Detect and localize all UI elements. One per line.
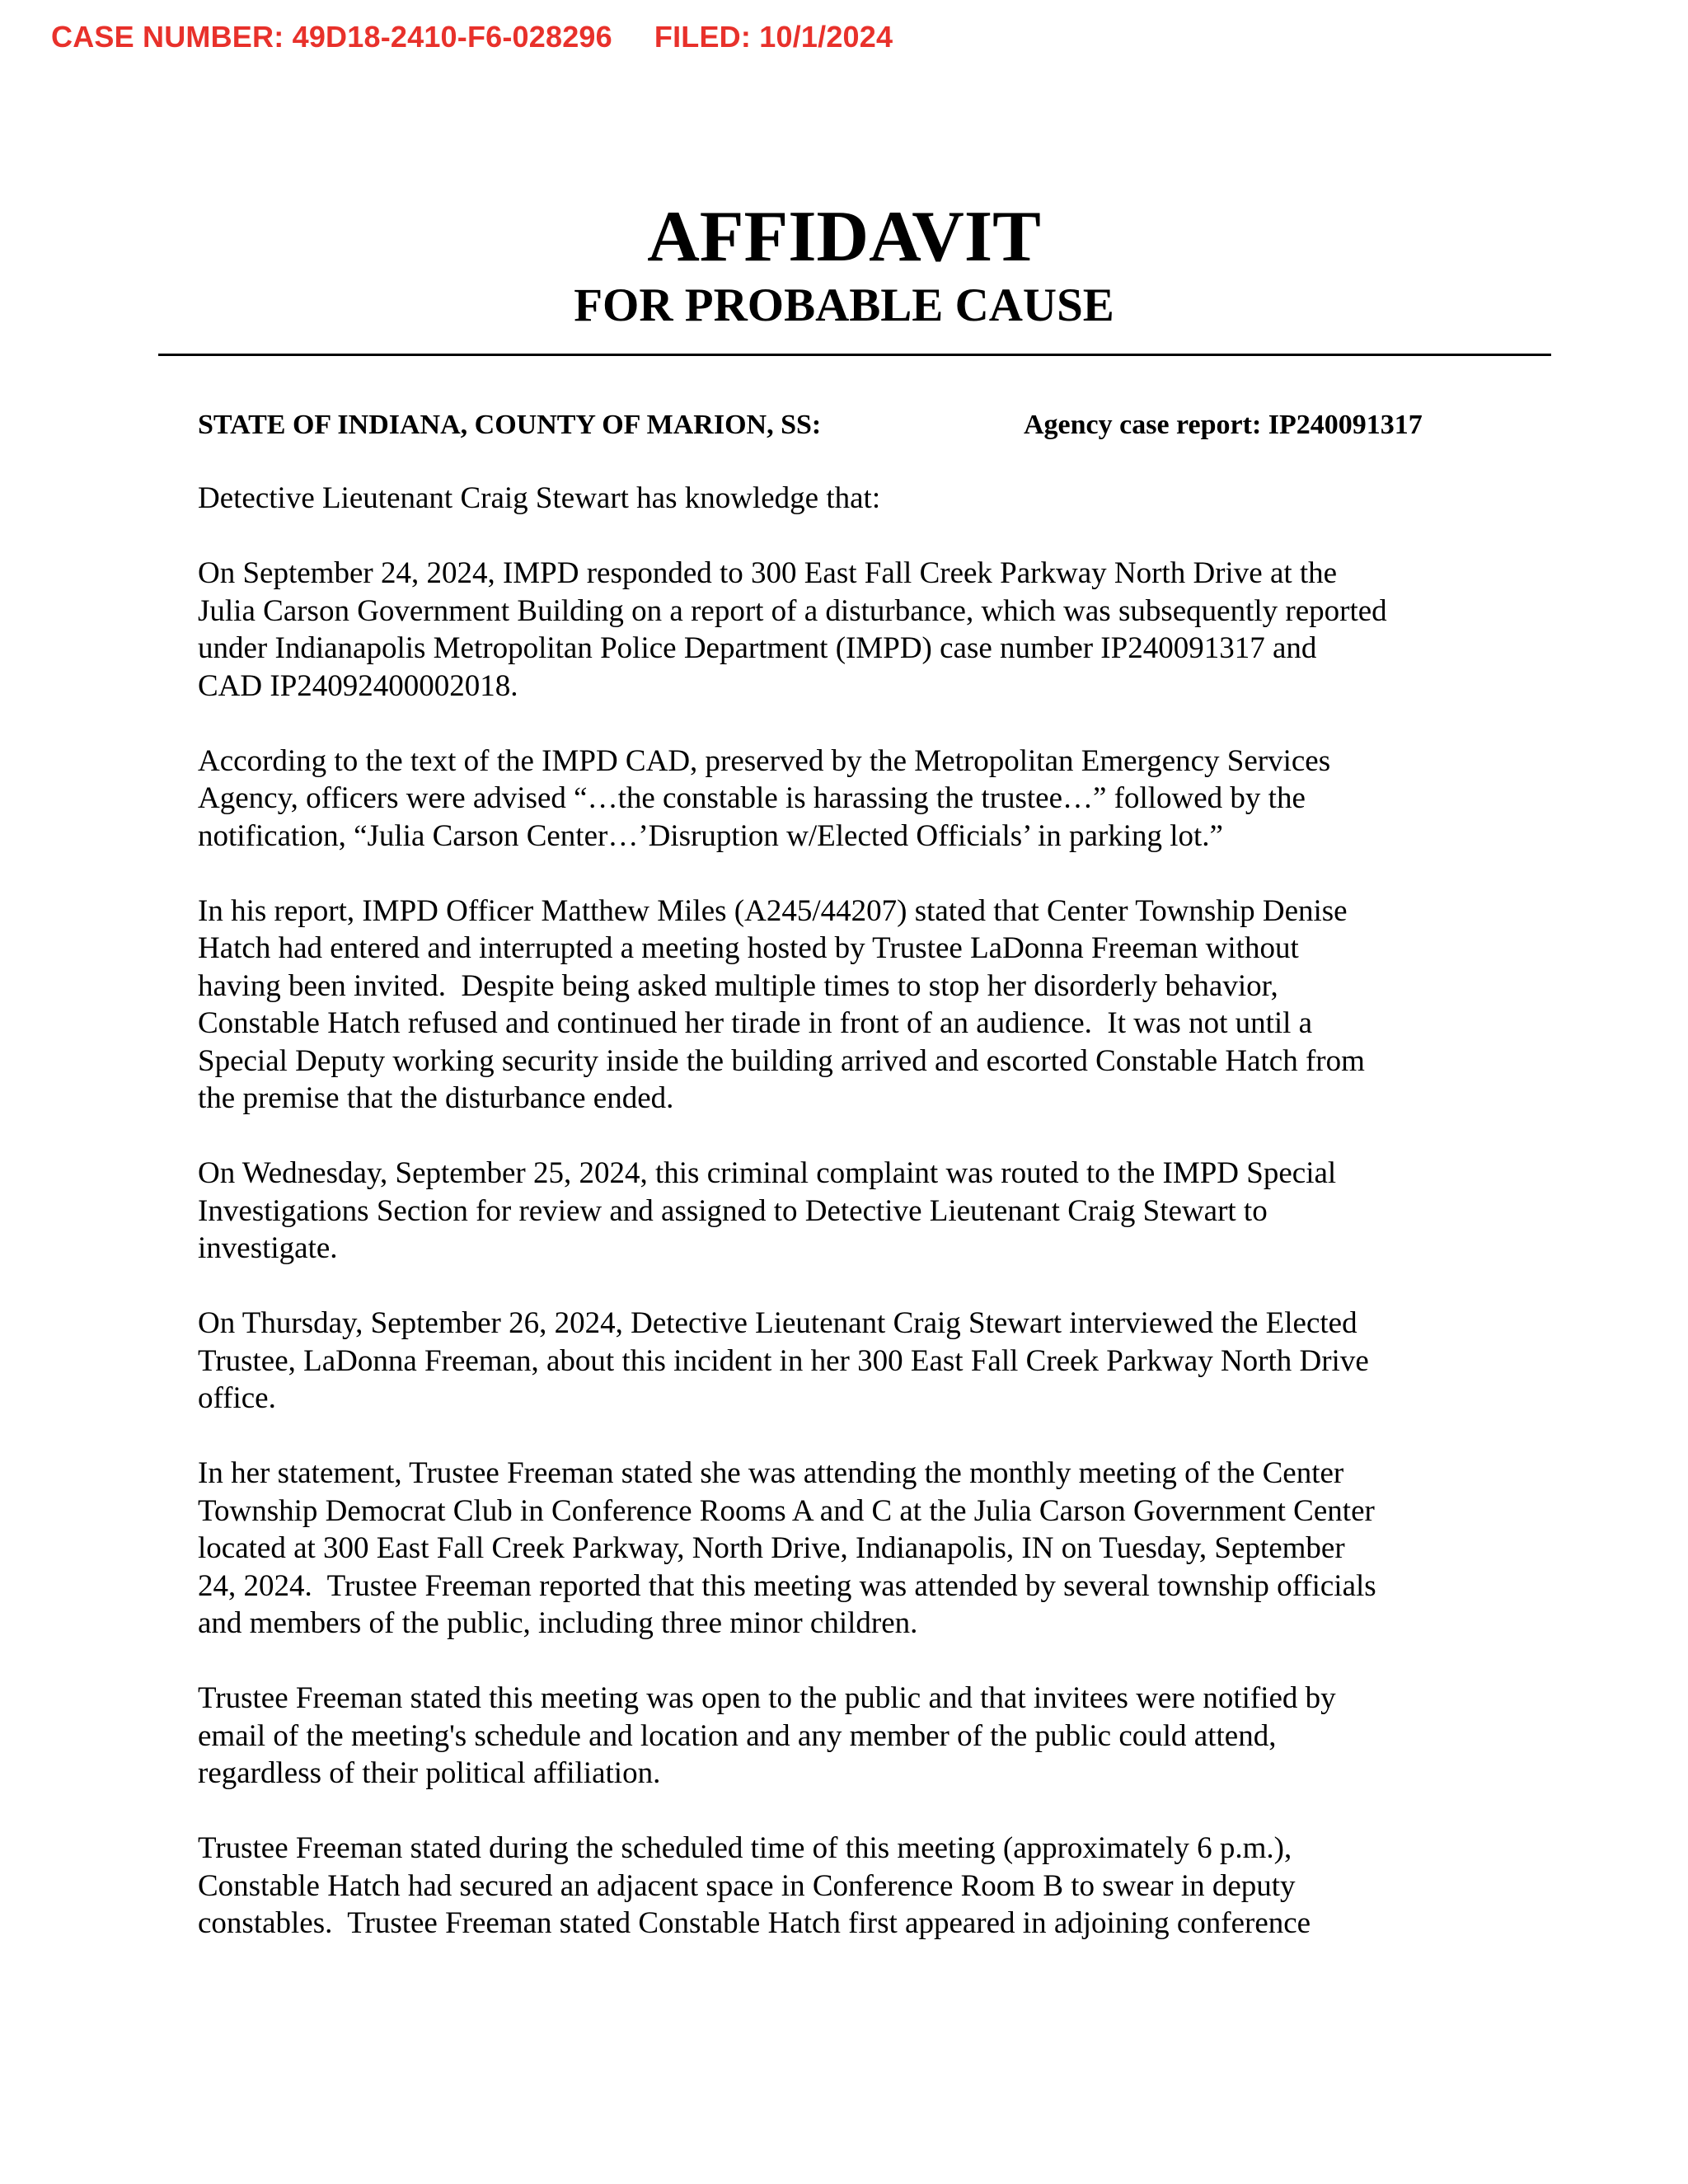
title-affidavit: AFFIDAVIT bbox=[647, 197, 1041, 277]
body-paragraph bbox=[198, 1830, 1517, 1943]
body-paragraph bbox=[198, 1305, 1517, 1418]
paragraph-line: investigate. bbox=[198, 1231, 338, 1265]
title-probable-cause: FOR PROBABLE CAUSE bbox=[574, 279, 1114, 331]
paragraph-line: Trustee Freeman stated during the scheduled time of this meeting (approximately 6 p.m.), bbox=[198, 1831, 1292, 1865]
affidavit-body bbox=[198, 480, 1517, 1980]
paragraph-line: On Thursday, September 26, 2024, Detective Lieutenant Craig Stewart interviewed the Elected bbox=[198, 1306, 1357, 1340]
body-paragraph bbox=[198, 480, 1517, 518]
body-paragraph bbox=[198, 893, 1517, 1118]
document-title bbox=[0, 196, 1688, 335]
title-divider bbox=[158, 354, 1551, 356]
paragraph-line: regardless of their political affiliation. bbox=[198, 1756, 661, 1790]
paragraph-line: According to the text of the IMPD CAD, preserved by the Metropolitan Emergency Services bbox=[198, 743, 1331, 778]
paragraph-line: office. bbox=[198, 1381, 276, 1415]
agency-case-report: Agency case report: IP240091317 bbox=[1024, 410, 1423, 440]
paragraph-line: In his report, IMPD Officer Matthew Miles (A245/44207) stated that Center Township Denise bbox=[198, 893, 1348, 928]
paragraph-line: Hatch had entered and interrupted a meeting hosted by Trustee LaDonna Freeman without bbox=[198, 931, 1299, 965]
paragraph-line: notification, “Julia Carson Center…’Disruption w/Elected Officials’ in parking lot.” bbox=[198, 818, 1223, 853]
paragraph-line: under Indianapolis Metropolitan Police Department (IMPD) case number IP240091317 and bbox=[198, 631, 1317, 665]
paragraph-line: and members of the public, including three minor children. bbox=[198, 1606, 918, 1640]
paragraph-line: Trustee, LaDonna Freeman, about this incident in her 300 East Fall Creek Parkway North Drive bbox=[198, 1343, 1369, 1378]
paragraph-line: Julia Carson Government Building on a report of a disturbance, which was subsequently reported bbox=[198, 593, 1387, 628]
paragraph-line: Detective Lieutenant Craig Stewart has knowledge that: bbox=[198, 481, 881, 515]
venue-statement: STATE OF INDIANA, COUNTY OF MARION, SS: bbox=[198, 410, 822, 440]
body-paragraph bbox=[198, 743, 1517, 855]
paragraph-line: CAD IP24092400002018. bbox=[198, 668, 518, 703]
paragraph-line: Investigations Section for review and assigned to Detective Lieutenant Craig Stewart to bbox=[198, 1193, 1268, 1228]
paragraph-line: Trustee Freeman stated this meeting was open to the public and that invitees were notified by bbox=[198, 1681, 1336, 1715]
paragraph-line: having been invited. Despite being asked multiple times to stop her disorderly behavior, bbox=[198, 968, 1278, 1003]
body-paragraph bbox=[198, 1680, 1517, 1793]
body-paragraph bbox=[198, 1155, 1517, 1268]
paragraph-line: the premise that the disturbance ended. bbox=[198, 1081, 674, 1115]
paragraph-line: constables. Trustee Freeman stated Constable Hatch first appeared in adjoining conference bbox=[198, 1906, 1311, 1940]
body-paragraph bbox=[198, 1455, 1517, 1643]
paragraph-line: 24, 2024. Trustee Freeman reported that this meeting was attended by several township officials bbox=[198, 1568, 1376, 1603]
paragraph-line: email of the meeting's schedule and location and any member of the public could attend, bbox=[198, 1718, 1277, 1753]
paragraph-line: Special Deputy working security inside the building arrived and escorted Constable Hatch from bbox=[198, 1043, 1365, 1078]
paragraph-line: In her statement, Trustee Freeman stated she was attending the monthly meeting of the Center bbox=[198, 1456, 1344, 1490]
paragraph-line: Constable Hatch refused and continued her tirade in front of an audience. It was not until a bbox=[198, 1006, 1313, 1040]
body-paragraph bbox=[198, 555, 1517, 705]
case-filing-stamp: CASE NUMBER: 49D18-2410-F6-028296 FILED: 10/1/2024 bbox=[51, 20, 893, 54]
paragraph-line: Township Democrat Club in Conference Rooms A and C at the Julia Carson Government Center bbox=[198, 1493, 1375, 1528]
paragraph-line: On September 24, 2024, IMPD responded to 300 East Fall Creek Parkway North Drive at the bbox=[198, 556, 1338, 590]
paragraph-line: Constable Hatch had secured an adjacent space in Conference Room B to swear in deputy bbox=[198, 1868, 1296, 1903]
paragraph-line: On Wednesday, September 25, 2024, this criminal complaint was routed to the IMPD Special bbox=[198, 1156, 1337, 1190]
paragraph-line: located at 300 East Fall Creek Parkway, North Drive, Indianapolis, IN on Tuesday, September bbox=[198, 1531, 1345, 1565]
paragraph-line: Agency, officers were advised “…the constable is harassing the trustee…” followed by the bbox=[198, 781, 1306, 815]
